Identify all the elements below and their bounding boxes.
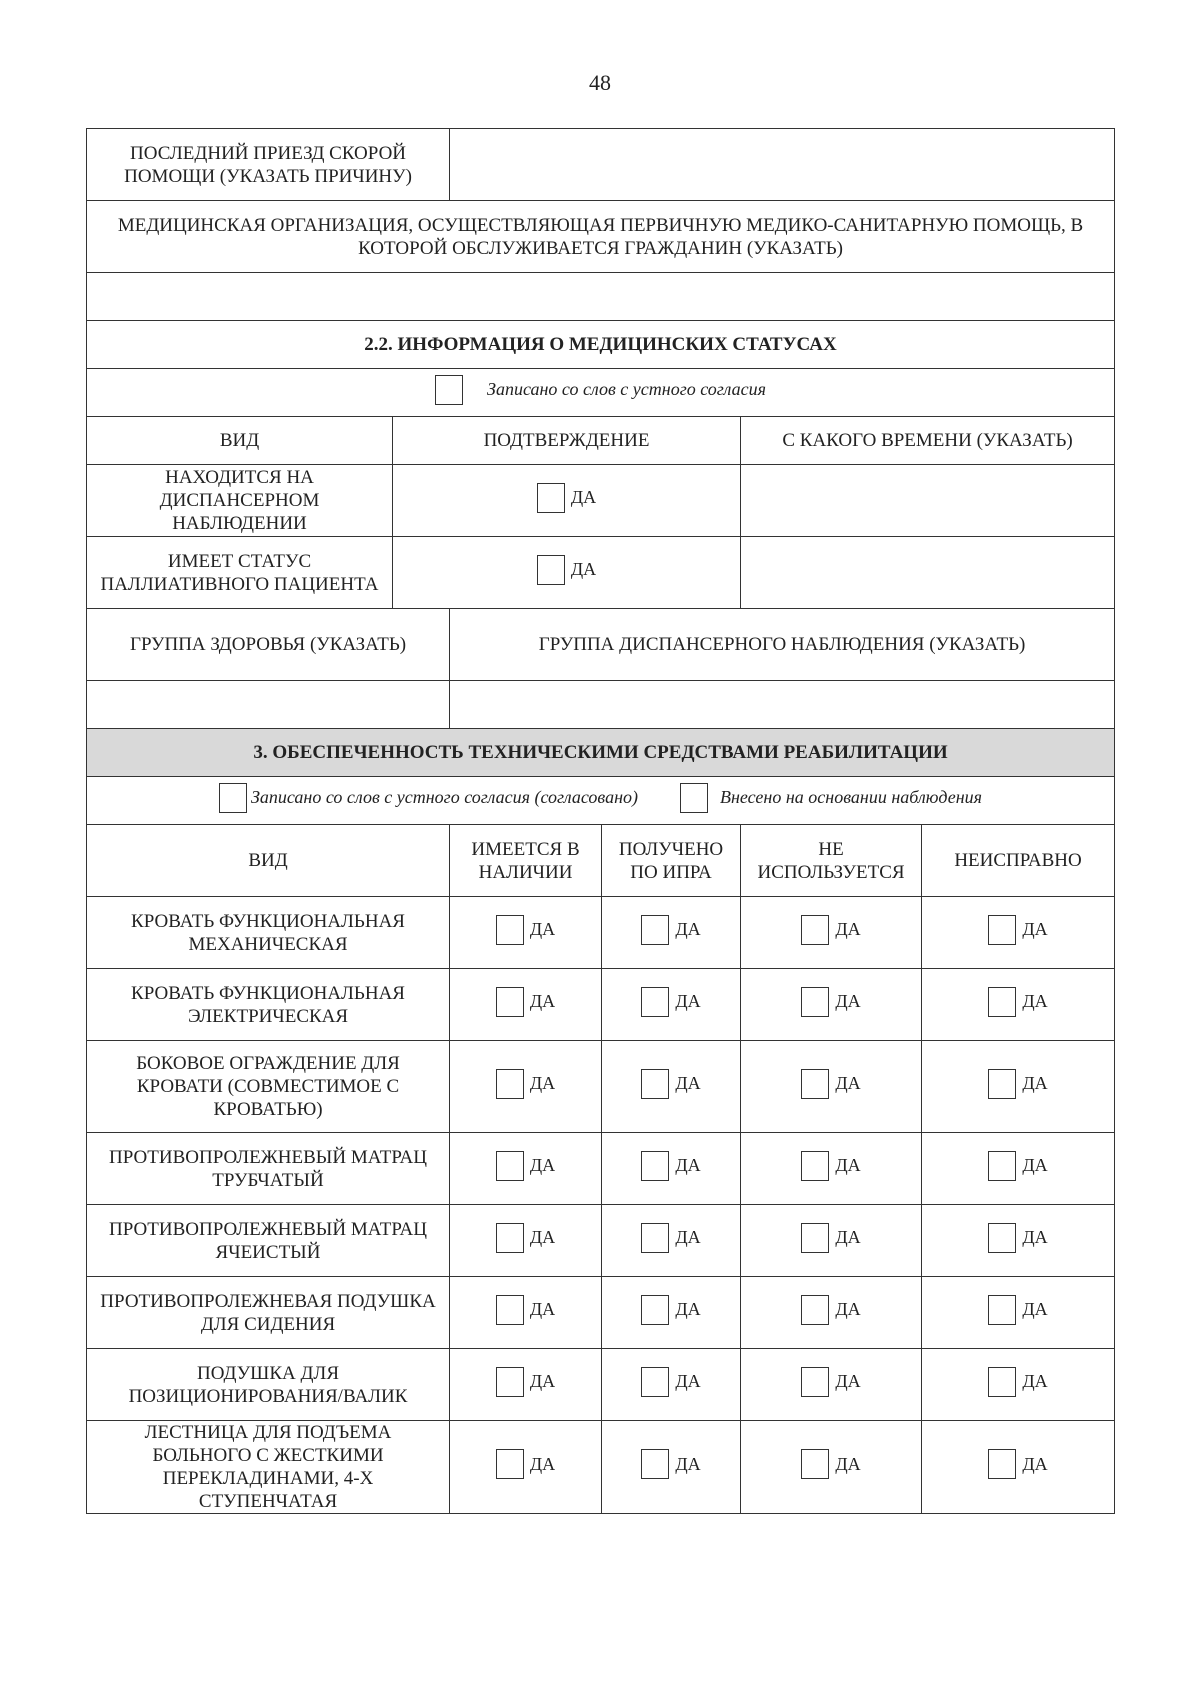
aid-received-cell: [602, 897, 741, 969]
aids-table-row: [87, 1205, 1115, 1277]
yes-label: ДА: [570, 487, 597, 507]
aid-faulty-checkbox[interactable]: [988, 1151, 1016, 1181]
aid-faulty-cell: [922, 1421, 1115, 1514]
aid-available-cell: [450, 1421, 602, 1514]
aid-available-checkbox[interactable]: [496, 1151, 524, 1181]
aid-received-cell: [602, 1277, 741, 1349]
status-confirm-dispensary: [393, 465, 741, 537]
aid-not-used-cell: [741, 1133, 922, 1205]
section-3-title: 3. ОБЕСПЕЧЕННОСТЬ ТЕХНИЧЕСКИМИ СРЕДСТВАМИ РЕАБИЛИТАЦИИ: [87, 729, 1115, 777]
yes-label: ДА: [529, 991, 556, 1011]
yes-label: ДА: [529, 1227, 556, 1247]
section-3-consent-note: Записано со слов с устного согласия (согласовано): [251, 787, 638, 807]
aid-faulty-checkbox[interactable]: [988, 915, 1016, 945]
dispensary-group-field[interactable]: [450, 681, 1115, 729]
aid-faulty-cell: [922, 897, 1115, 969]
status-kind-dispensary: НАХОДИТСЯ НА ДИСПАНСЕРНОМ НАБЛЮДЕНИИ: [87, 465, 393, 537]
aids-header-not-used: НЕ ИСПОЛЬЗУЕТСЯ: [741, 825, 922, 897]
aid-not-used-checkbox[interactable]: [801, 987, 829, 1017]
aid-faulty-checkbox[interactable]: [988, 987, 1016, 1017]
yes-label: ДА: [1022, 1073, 1048, 1093]
aid-available-checkbox[interactable]: [496, 1449, 524, 1479]
aid-not-used-cell: [741, 969, 922, 1041]
aid-available-checkbox[interactable]: [496, 1295, 524, 1325]
aid-not-used-cell: [741, 1277, 922, 1349]
aid-not-used-cell: [741, 897, 922, 969]
yes-label: ДА: [529, 1371, 556, 1391]
aid-faulty-checkbox[interactable]: [988, 1449, 1016, 1479]
aids-header-available: ИМЕЕТСЯ В НАЛИЧИИ: [450, 825, 602, 897]
aid-received-checkbox[interactable]: [641, 1295, 669, 1325]
aid-not-used-checkbox[interactable]: [801, 1295, 829, 1325]
aid-faulty-checkbox[interactable]: [988, 1223, 1016, 1253]
aids-table-body: [87, 897, 1115, 1514]
aids-header-faulty: НЕИСПРАВНО: [922, 825, 1115, 897]
page-number: 48: [589, 70, 611, 95]
aids-table-row: [87, 1133, 1115, 1205]
aid-received-checkbox[interactable]: [641, 1151, 669, 1181]
yes-label: ДА: [835, 1155, 861, 1175]
health-group-field[interactable]: [87, 681, 450, 729]
aid-received-checkbox[interactable]: [641, 987, 669, 1017]
yes-label: ДА: [675, 1453, 701, 1474]
aid-received-cell: [602, 1349, 741, 1421]
yes-label: ДА: [1022, 1299, 1048, 1319]
aid-available-cell: [450, 1277, 602, 1349]
yes-label: ДА: [1022, 919, 1048, 939]
yes-label: ДА: [675, 919, 701, 939]
aid-available-checkbox[interactable]: [496, 1367, 524, 1397]
aid-not-used-cell: [741, 1349, 922, 1421]
aid-faulty-checkbox[interactable]: [988, 1069, 1016, 1099]
aids-table-row: [87, 1277, 1115, 1349]
yes-label: ДА: [835, 919, 861, 939]
aid-not-used-cell: [741, 1205, 922, 1277]
aid-available-checkbox[interactable]: [496, 1223, 524, 1253]
status-header-since: С КАКОГО ВРЕМЕНИ (УКАЗАТЬ): [741, 417, 1115, 465]
aid-received-checkbox[interactable]: [641, 1367, 669, 1397]
observation-checkbox[interactable]: [680, 783, 708, 813]
aid-kind-label: КРОВАТЬ ФУНКЦИОНАЛЬНАЯ ЭЛЕКТРИЧЕСКАЯ: [87, 969, 450, 1041]
yes-label: ДА: [529, 1299, 556, 1319]
aid-not-used-checkbox[interactable]: [801, 915, 829, 945]
aid-available-checkbox[interactable]: [496, 1069, 524, 1099]
last-ambulance-field[interactable]: [450, 129, 1115, 201]
aid-available-checkbox[interactable]: [496, 987, 524, 1017]
aid-kind-label: БОКОВОЕ ОГРАЖДЕНИЕ ДЛЯ КРОВАТИ (СОВМЕСТИМОЕ С КРОВАТЬЮ): [87, 1041, 450, 1133]
aids-header-received: ПОЛУЧЕНО ПО ИПРА: [602, 825, 741, 897]
dispensary-group-label: ГРУППА ДИСПАНСЕРНОГО НАБЛЮДЕНИЯ (УКАЗАТЬ): [450, 609, 1115, 681]
aid-available-cell: [450, 897, 602, 969]
yes-label: ДА: [1022, 1453, 1048, 1474]
status-kind-palliative: ИМЕЕТ СТАТУС ПАЛЛИАТИВНОГО ПАЦИЕНТА: [87, 537, 393, 609]
yes-label: ДА: [1022, 1227, 1048, 1247]
yes-label: ДА: [835, 1371, 861, 1391]
aid-received-cell: [602, 1133, 741, 1205]
palliative-yes-checkbox[interactable]: [537, 555, 565, 585]
form-sheet: [86, 128, 1114, 1515]
yes-label: ДА: [835, 1453, 861, 1474]
status-since-palliative-field[interactable]: [741, 537, 1115, 609]
med-org-field[interactable]: [87, 273, 1115, 321]
aid-faulty-cell: [922, 1041, 1115, 1133]
aid-faulty-cell: [922, 1277, 1115, 1349]
aid-available-checkbox[interactable]: [496, 915, 524, 945]
aid-kind-label: ПРОТИВОПРОЛЕЖНЕВЫЙ МАТРАЦ ТРУБЧАТЫЙ: [87, 1133, 450, 1205]
aids-table-row: [87, 1421, 1115, 1514]
aid-not-used-cell: [741, 1041, 922, 1133]
yes-label: ДА: [1022, 1155, 1048, 1175]
section-2-2-consent-row: [87, 369, 1115, 417]
aids-table-row: [87, 1041, 1115, 1133]
aid-faulty-cell: [922, 1133, 1115, 1205]
consent-checkbox[interactable]: [435, 375, 463, 405]
yes-label: ДА: [835, 991, 861, 1011]
aid-kind-label: ПРОТИВОПРОЛЕЖНЕВЫЙ МАТРАЦ ЯЧЕИСТЫЙ: [87, 1205, 450, 1277]
yes-label: ДА: [529, 1155, 556, 1175]
aids-table-row: [87, 1349, 1115, 1421]
yes-label: ДА: [529, 1073, 556, 1093]
med-org-label: МЕДИЦИНСКАЯ ОРГАНИЗАЦИЯ, ОСУЩЕСТВЛЯЮЩАЯ ПЕРВИЧНУЮ МЕДИКО-САНИТАРНУЮ ПОМОЩЬ, В КОТОРОЙ ОБСЛУЖИВАЕТСЯ ГРАЖДАНИН (УКАЗАТЬ): [87, 201, 1115, 273]
status-since-dispensary-field[interactable]: [741, 465, 1115, 537]
observation-note: Внесено на основании наблюдения: [720, 787, 983, 807]
aid-received-checkbox[interactable]: [641, 1069, 669, 1099]
aids-header-kind: ВИД: [87, 825, 450, 897]
aid-received-cell: [602, 1205, 741, 1277]
yes-label: ДА: [570, 559, 597, 579]
section-3-notes-row: [87, 777, 1115, 825]
yes-label: ДА: [835, 1073, 861, 1093]
aid-faulty-cell: [922, 1349, 1115, 1421]
aid-kind-label: ПРОТИВОПРОЛЕЖНЕВАЯ ПОДУШКА ДЛЯ СИДЕНИЯ: [87, 1277, 450, 1349]
aids-table-row: [87, 897, 1115, 969]
yes-label: ДА: [675, 991, 701, 1011]
aid-not-used-checkbox[interactable]: [801, 1223, 829, 1253]
status-confirm-palliative: [393, 537, 741, 609]
aid-available-cell: [450, 969, 602, 1041]
consent-note: Записано со слов с устного согласия: [487, 379, 766, 399]
aid-faulty-checkbox[interactable]: [988, 1367, 1016, 1397]
yes-label: ДА: [675, 1299, 701, 1319]
aid-received-cell: [602, 969, 741, 1041]
aid-not-used-checkbox[interactable]: [801, 1151, 829, 1181]
yes-label: ДА: [675, 1155, 701, 1175]
yes-label: ДА: [835, 1299, 861, 1319]
aid-available-cell: [450, 1133, 602, 1205]
aid-available-cell: [450, 1205, 602, 1277]
status-header-kind: ВИД: [87, 417, 393, 465]
yes-label: ДА: [1022, 991, 1048, 1011]
aids-table-row: [87, 969, 1115, 1041]
yes-label: ДА: [835, 1227, 861, 1247]
section-3-consent-checkbox[interactable]: [219, 783, 247, 813]
aid-faulty-checkbox[interactable]: [988, 1295, 1016, 1325]
aid-received-cell: [602, 1421, 741, 1514]
yes-label: ДА: [675, 1227, 701, 1247]
last-ambulance-label: ПОСЛЕДНИЙ ПРИЕЗД СКОРОЙ ПОМОЩИ (УКАЗАТЬ ПРИЧИНУ): [87, 129, 450, 201]
aid-available-cell: [450, 1041, 602, 1133]
aid-kind-label: ЛЕСТНИЦА ДЛЯ ПОДЪЕМА БОЛЬНОГО С ЖЕСТКИМИ ПЕРЕКЛАДИНАМИ, 4-Х СТУПЕНЧАТАЯ: [87, 1421, 450, 1514]
health-group-label: ГРУППА ЗДОРОВЬЯ (УКАЗАТЬ): [87, 609, 450, 681]
aid-kind-label: КРОВАТЬ ФУНКЦИОНАЛЬНАЯ МЕХАНИЧЕСКАЯ: [87, 897, 450, 969]
aid-received-checkbox[interactable]: [641, 1449, 669, 1479]
aid-not-used-checkbox[interactable]: [801, 1069, 829, 1099]
aid-received-checkbox[interactable]: [641, 915, 669, 945]
yes-label: ДА: [675, 1371, 701, 1391]
yes-label: ДА: [1022, 1371, 1048, 1391]
yes-label: ДА: [529, 1453, 556, 1474]
aid-not-used-checkbox[interactable]: [801, 1367, 829, 1397]
aid-faulty-cell: [922, 969, 1115, 1041]
aid-received-cell: [602, 1041, 741, 1133]
section-2-2-title: 2.2. ИНФОРМАЦИЯ О МЕДИЦИНСКИХ СТАТУСАХ: [87, 321, 1115, 369]
yes-label: ДА: [675, 1073, 701, 1093]
aid-faulty-cell: [922, 1205, 1115, 1277]
aid-kind-label: ПОДУШКА ДЛЯ ПОЗИЦИОНИРОВАНИЯ/ВАЛИК: [87, 1349, 450, 1421]
aid-not-used-cell: [741, 1421, 922, 1514]
status-header-confirmation: ПОДТВЕРЖДЕНИЕ: [393, 417, 741, 465]
dispensary-yes-checkbox[interactable]: [537, 483, 565, 513]
yes-label: ДА: [529, 919, 556, 939]
aid-available-cell: [450, 1349, 602, 1421]
aid-received-checkbox[interactable]: [641, 1223, 669, 1253]
aid-not-used-checkbox[interactable]: [801, 1449, 829, 1479]
medical-form-table: [86, 128, 1115, 1514]
